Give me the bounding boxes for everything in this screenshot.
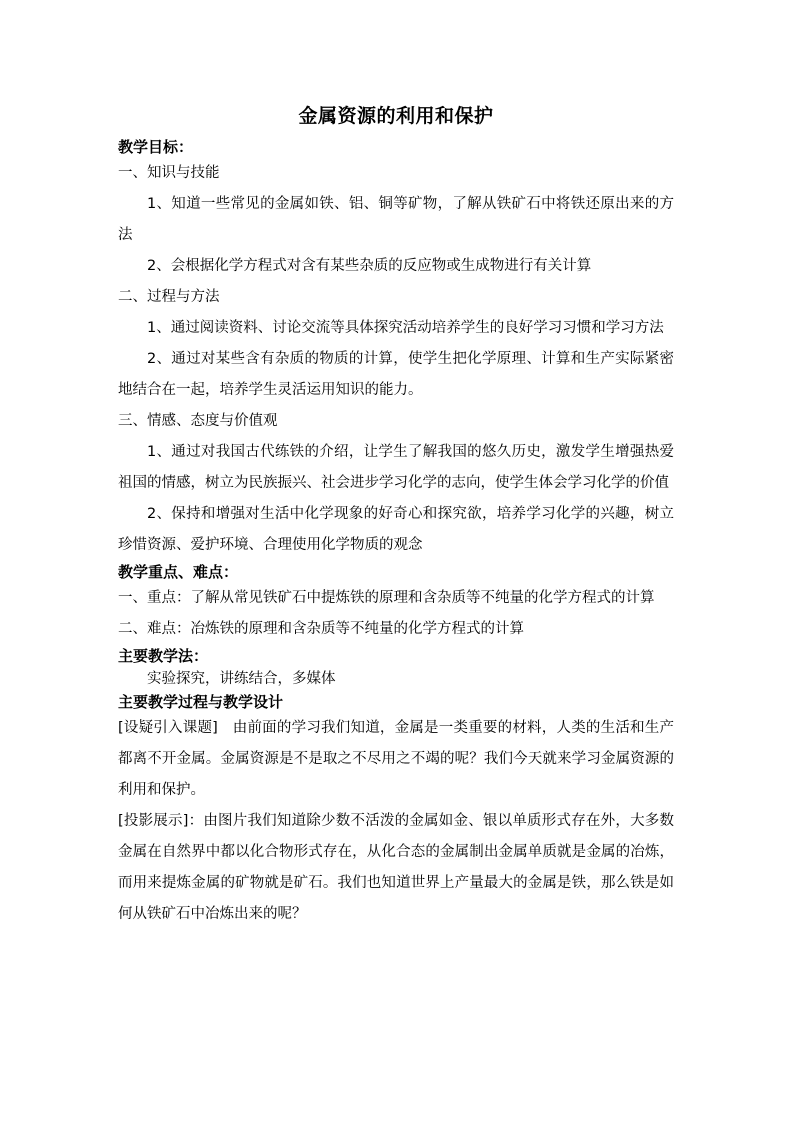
methods-text: 实验探究，讲练结合，多媒体 (147, 671, 336, 687)
section-values-label: 三、情感、态度与价值观 (118, 413, 278, 429)
keypoint-key: 一、重点：了解从常见铁矿石中提炼铁的原理和含杂质等不纯量的化学方程式的计算 (118, 590, 655, 606)
section-process-label: 二、过程与方法 (118, 289, 220, 305)
keypoint-difficulty: 二、难点：冶炼铁的原理和含杂质等不纯量的化学方程式的计算 (118, 621, 524, 637)
values-item-1: 1、通过对我国古代练铁的介绍，让学生了解我国的悠久历史，激发学生增强热爱祖国的情感，树立为民族振兴、社会进步学习化学的志向，使学生体会学习化学的价值 (118, 444, 674, 491)
document-title: 金属资源的利用和保护 (298, 105, 494, 127)
knowledge-item-1: 1、知道一些常见的金属如铁、铝、铜等矿物，了解从铁矿石中将铁还原出来的方法 (118, 196, 674, 243)
objectives-heading: 教学目标： (118, 138, 194, 156)
process-heading: 主要教学过程与教学设计 (118, 693, 284, 711)
process-item-1: 1、通过阅读资料、讨论交流等具体探究活动培养学生的良好学习习惯和学习方法 (147, 320, 664, 336)
keypoints-heading: 教学重点、难点： (118, 563, 239, 581)
process-item-2: 2、通过对某些含有杂质的物质的计算，使学生把化学原理、计算和生产实际紧密地结合在一起，培养学生灵活运用知识的能力。 (118, 351, 674, 398)
knowledge-item-2: 2、会根据化学方程式对含有某些杂质的反应物或生成物进行有关计算 (147, 258, 592, 274)
document-page (118, 96, 674, 930)
section-knowledge-label: 一、知识与技能 (118, 165, 220, 181)
process-paragraph-projection: [投影展示]：由图片我们知道除少数不活泼的金属如金、银以单质形式存在外，大多数金属在自然界中都以化合物形式存在，从化合态的金属制出金属单质就是金属的冶炼，而用来提炼金属的矿物就是矿石。我们也知道世界上产量最大的金属是铁，那么铁是如何从铁矿石中冶炼出来的呢？ (118, 813, 674, 922)
methods-heading: 主要教学法： (118, 647, 209, 665)
values-item-2: 2、保持和增强对生活中化学现象的好奇心和探究欲，培养学习化学的兴趣，树立珍惜资源、爱护环境、合理使用化学物质的观念 (118, 506, 674, 553)
process-paragraph-intro: [设疑引入课题] 由前面的学习我们知道，金属是一类重要的材料，人类的生活和生产都离不开金属。金属资源是不是取之不尽用之不竭的呢？我们今天就来学习金属资源的利用和保护。 (118, 720, 674, 798)
